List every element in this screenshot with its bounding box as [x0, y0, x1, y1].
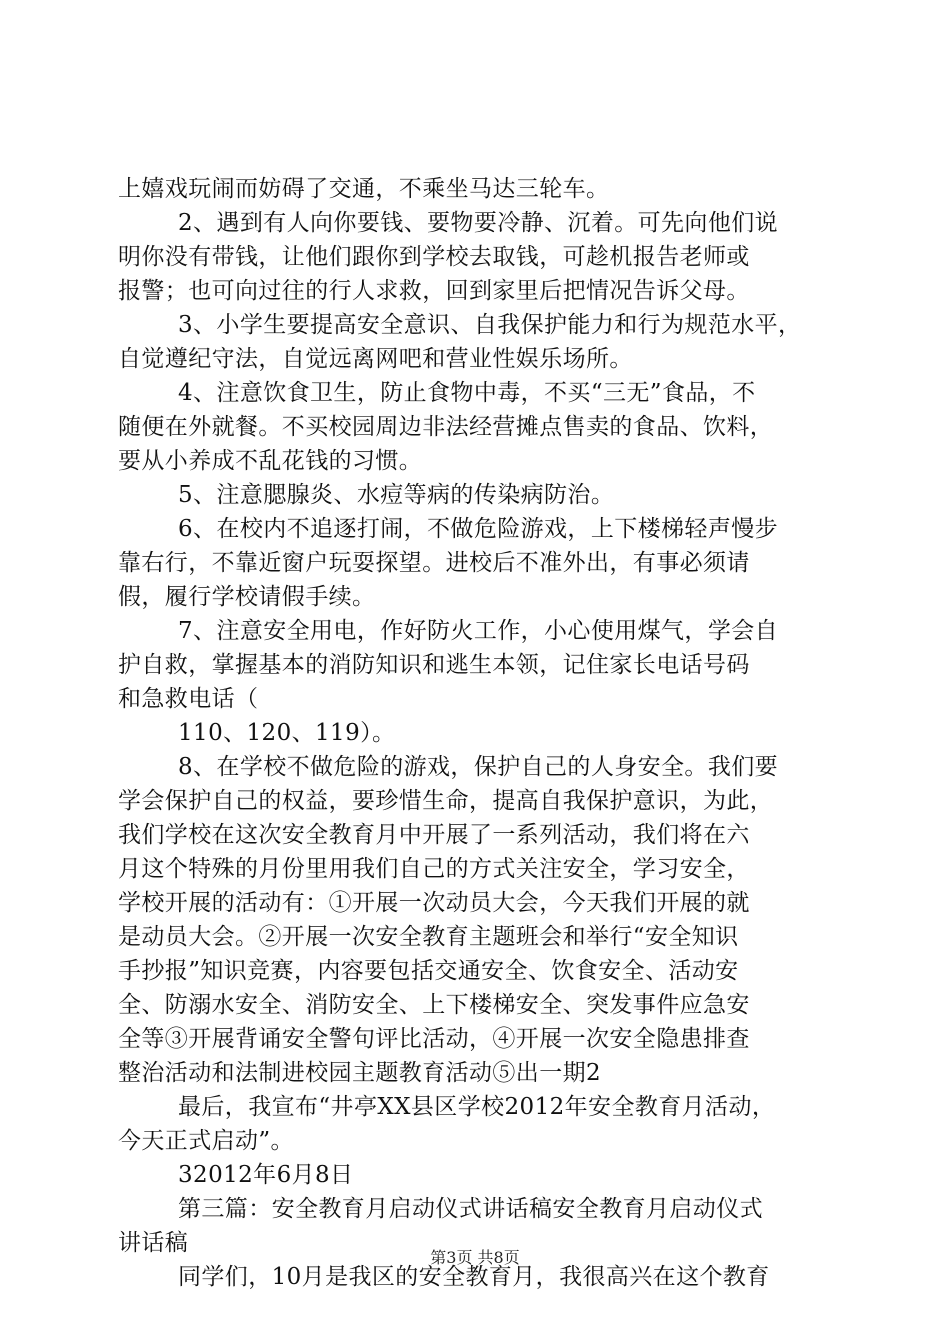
text-line: 8、在学校不做危险的游戏，保护自己的人身安全。我们要	[178, 754, 779, 780]
text-line: 护自救，掌握基本的消防知识和逃生本领，记住家长电话号码	[118, 652, 750, 678]
text-line: 2、遇到有人向你要钱、要物要冷静、沉着。可先向他们说	[178, 210, 779, 236]
text-line: 第三篇：安全教育月启动仪式讲话稿安全教育月启动仪式	[178, 1196, 763, 1222]
text-line: 上嬉戏玩闹而妨碍了交通，不乘坐马达三轮车。	[118, 176, 610, 202]
text-line: 32012年6月8日	[178, 1162, 354, 1188]
text-line: 自觉遵纪守法，自觉远离网吧和营业性娱乐场所。	[118, 346, 633, 372]
text-line: 我们学校在这次安全教育月中开展了一系列活动，我们将在六	[118, 822, 750, 848]
text-line: 随便在外就餐。不买校园周边非法经营摊点售卖的食品、饮料，	[118, 414, 774, 440]
text-line: 假，履行学校请假手续。	[118, 584, 376, 610]
text-line: 7、注意安全用电，作好防火工作，小心使用煤气，学会自	[178, 618, 779, 644]
text-line: 全、防溺水安全、消防安全、上下楼梯安全、突发事件应急安	[118, 992, 750, 1018]
text-line: 6、在校内不追逐打闹，不做危险游戏，上下楼梯轻声慢步	[178, 516, 779, 542]
text-line: 3、小学生要提高安全意识、自我保护能力和行为规范水平，	[178, 312, 802, 338]
text-line: 4、注意饮食卫生，防止食物中毒，不买“三无”食品，不	[178, 380, 756, 406]
text-line: 月这个特殊的月份里用我们自己的方式关注安全，学习安全，	[118, 856, 750, 882]
text-line: 靠右行，不靠近窗户玩耍探望。进校后不准外出，有事必须请	[118, 550, 750, 576]
text-line: 5、注意腮腺炎、水痘等病的传染病防治。	[178, 482, 615, 508]
text-line: 学会保护自己的权益，要珍惜生命，提高自我保护意识，为此，	[118, 788, 774, 814]
text-line: 整治活动和法制进校园主题教育活动⑤出一期2	[118, 1060, 602, 1086]
text-line: 110、120、119）。	[178, 720, 396, 746]
text-line: 报警；也可向过往的行人求救，回到家里后把情况告诉父母。	[118, 278, 750, 304]
page-number-footer: 第3页 共8页	[430, 1248, 520, 1267]
document-body	[118, 172, 838, 1294]
text-line: 是动员大会。②开展一次安全教育主题班会和举行“安全知识	[118, 924, 739, 950]
text-line: 全等③开展背诵安全警句评比活动，④开展一次安全隐患排查	[118, 1026, 750, 1052]
text-line: 最后，我宣布“井亭XX县区学校2012年安全教育月活动，	[178, 1094, 776, 1120]
text-line: 同学们，10月是我区的安全教育月，我很高兴在这个教育	[178, 1264, 770, 1290]
text-line: 手抄报”知识竞赛，内容要包括交通安全、饮食安全、活动安	[118, 958, 739, 984]
text-line: 明你没有带钱，让他们跟你到学校去取钱，可趁机报告老师或	[118, 244, 750, 270]
text-line: 和急救电话（	[118, 686, 259, 712]
text-line: 今天正式启动”。	[118, 1128, 294, 1154]
text-line: 讲话稿	[118, 1230, 189, 1256]
text-line: 学校开展的活动有：①开展一次动员大会，今天我们开展的就	[118, 890, 750, 916]
text-line: 要从小养成不乱花钱的习惯。	[118, 448, 423, 474]
